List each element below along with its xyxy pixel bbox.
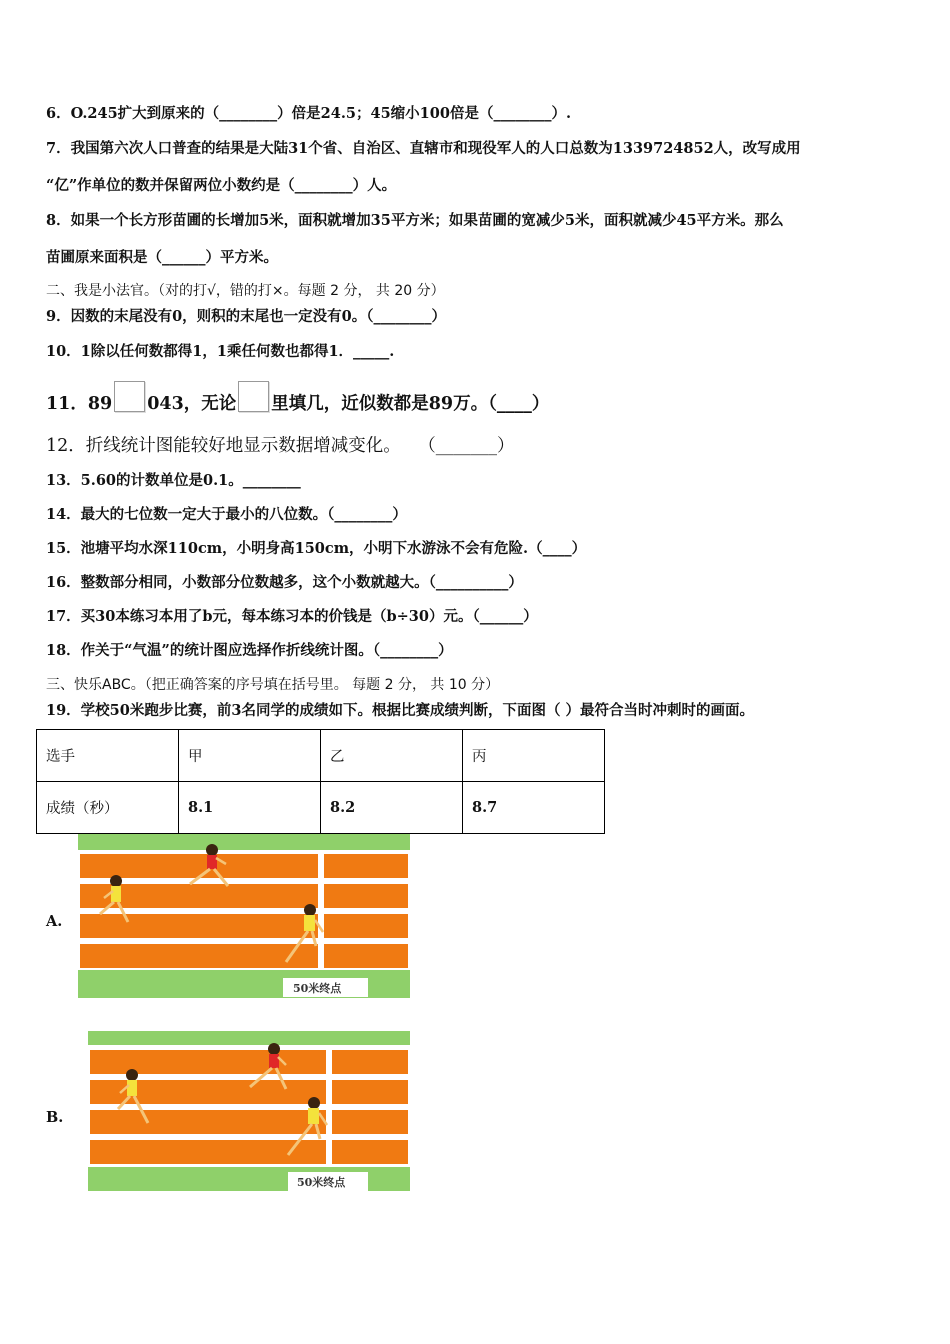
blank-box-2 [238, 381, 269, 412]
finish-line-label: 50米终点 [293, 982, 342, 995]
question-19: 19．学校50米跑步比赛，前3名同学的成绩如下。根据比赛成绩判断，下面图（ ）最符合当时冲刺时的画面。 [46, 702, 754, 719]
table-cell: 8.2 [321, 782, 463, 834]
question-9: 9．因数的末尾没有0，则积的末尾也一定没有0。（________） [46, 308, 447, 325]
question-16: 16．整数部分相同，小数部分位数越多，这个小数就越大。（__________） [46, 574, 523, 591]
question-10: 10．1除以任何数都得1，1乘任何数也都得1．_____. [46, 343, 395, 360]
table-cell: 成绩（秒） [37, 782, 179, 834]
question-8-line2: 苗圃原来面积是（______）平方米。 [46, 249, 278, 266]
question-11 [46, 381, 549, 415]
table-header-cell: 乙 [321, 730, 463, 782]
table-header-cell: 选手 [37, 730, 179, 782]
section-2-heading: 二、我是小法官。（对的打√，错的打×。每题 2 分， 共 20 分） [46, 283, 445, 299]
track-image-a [78, 834, 410, 998]
track-image-b [88, 1031, 410, 1191]
question-6: 6．O.245扩大到原来的（________）倍是24.5；45缩小100倍是（________）. [46, 105, 571, 122]
question-11-suffix: 里填几，近似数都是89万。（____） [271, 394, 550, 414]
question-7-line1: 7．我国第六次人口普查的结果是大陆31个省、自治区、直辖市和现役军人的人口总数为1339724852人，改写成用 [46, 140, 801, 157]
question-17: 17．买30本练习本用了b元，每本练习本的价钱是（b÷30）元。（______） [46, 608, 538, 625]
question-13: 13．5.60的计数单位是0.1。________ [46, 472, 301, 489]
question-12: 12．折线统计图能较好地显示数据增减变化。 （_______） [46, 436, 515, 456]
question-7-line2: “亿”作单位的数并保留两位小数约是（________）人。 [46, 177, 397, 194]
table-header-cell: 甲 [179, 730, 321, 782]
table-row [37, 782, 605, 834]
finish-line-label: 50米终点 [297, 1176, 346, 1189]
question-18: 18．作关于“气温”的统计图应选择作折线统计图。（________） [46, 642, 453, 659]
table-cell: 8.7 [463, 782, 605, 834]
table-header-row [37, 730, 605, 782]
table-cell: 8.1 [179, 782, 321, 834]
results-table [36, 729, 605, 834]
question-15: 15．池塘平均水深110cm，小明身高150cm，小明下水游泳不会有危险.（____） [46, 540, 587, 557]
section-3-heading: 三、快乐ABC。（把正确答案的序号填在括号里。 每题 2 分， 共 10 分） [46, 677, 500, 693]
question-14: 14．最大的七位数一定大于最小的八位数。（________） [46, 506, 407, 523]
question-11-prefix: 11．89 [46, 394, 113, 414]
table-header-cell: 丙 [463, 730, 605, 782]
option-b-label: B. [46, 1109, 64, 1126]
option-a-label: A. [46, 913, 63, 930]
blank-box-1 [114, 381, 145, 412]
question-11-middle: 043，无论 [147, 394, 237, 414]
question-8-line1: 8．如果一个长方形苗圃的长增加5米，面积就增加35平方米；如果苗圃的宽减少5米，面积就减少45平方米。那么 [46, 212, 784, 229]
